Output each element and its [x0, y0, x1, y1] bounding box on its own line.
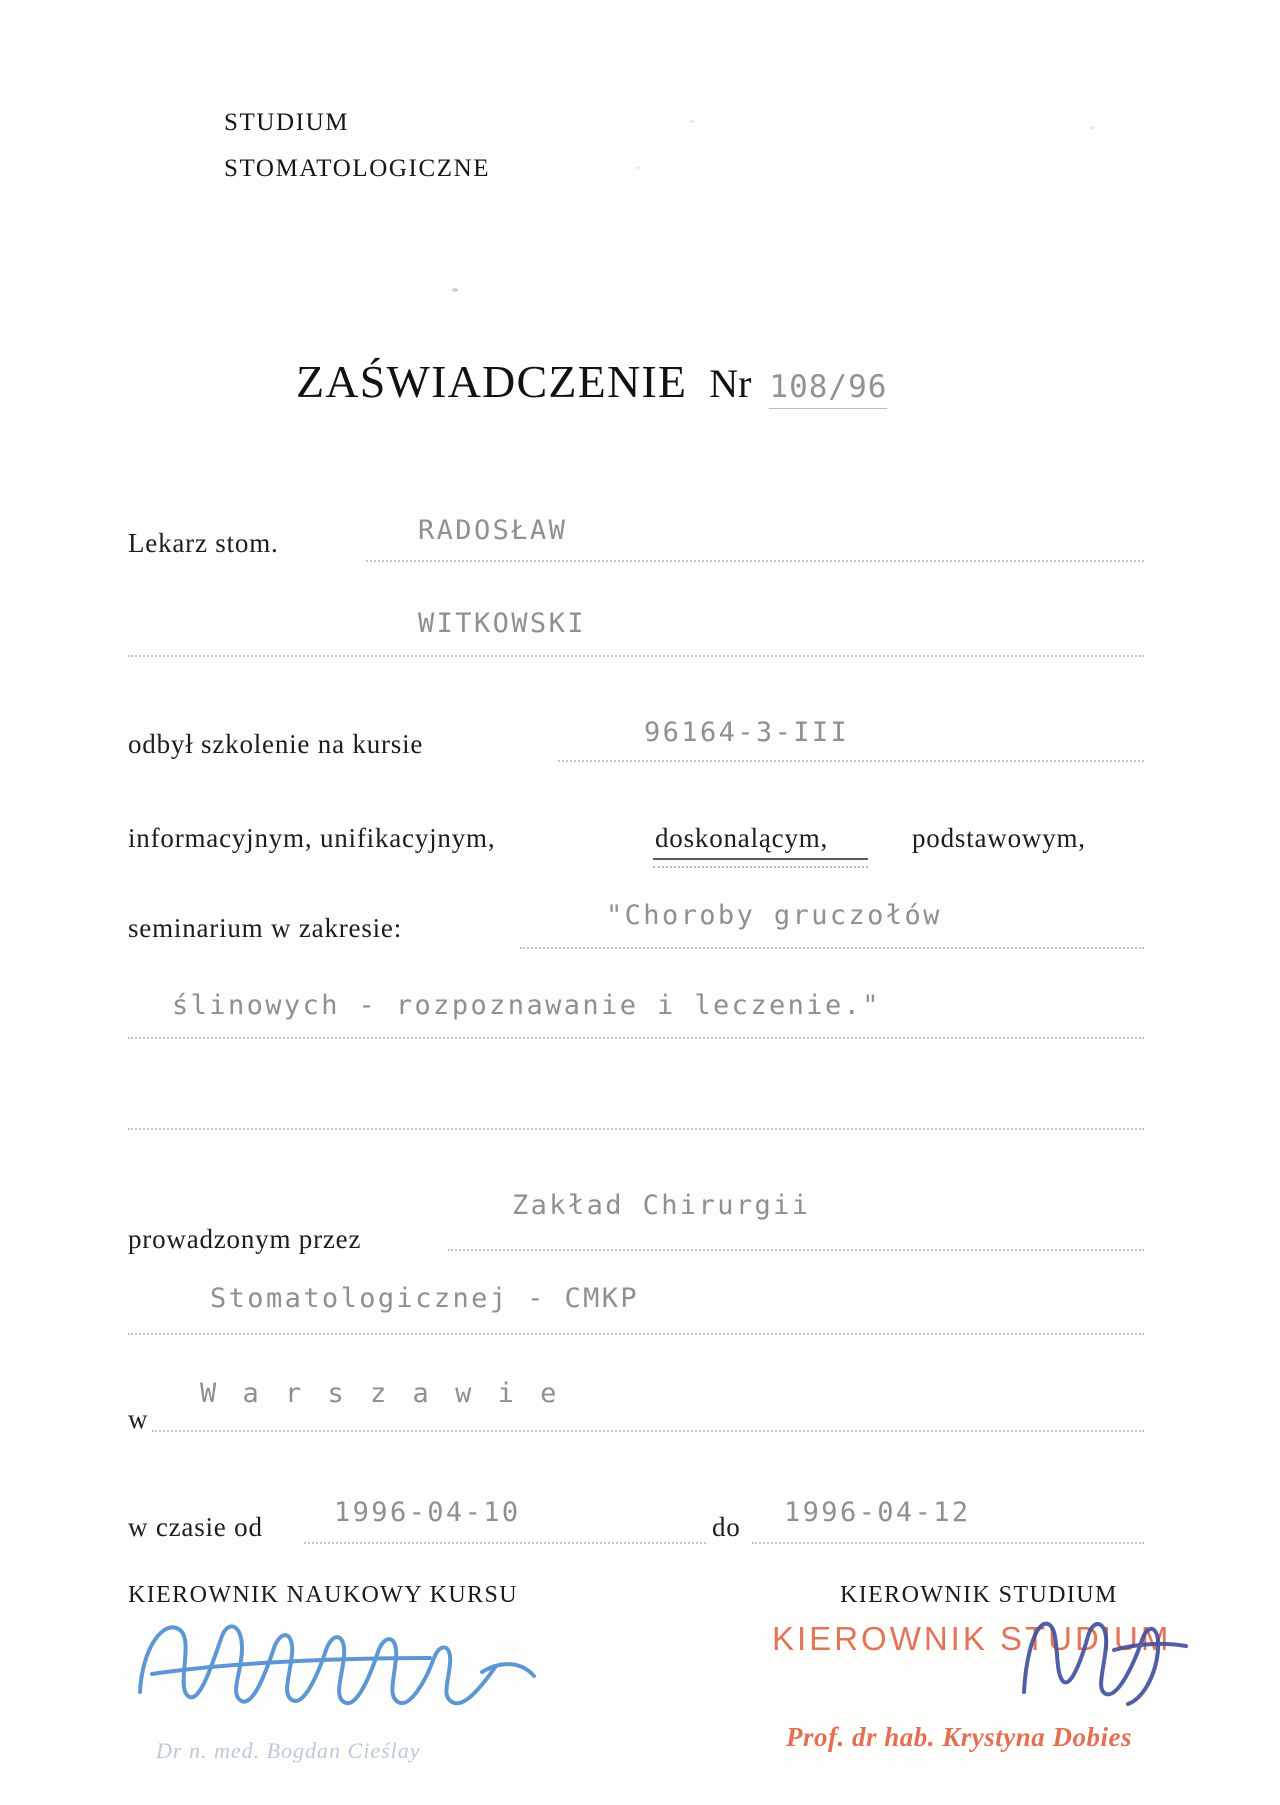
seminar-title-line-1: "Choroby gruczołów: [606, 900, 942, 931]
doctor-first-name: RADOSŁAW: [418, 515, 568, 546]
institution-line-2: STOMATOLOGICZNE: [224, 155, 491, 182]
course-types-prefix: informacyjnym, unifikacyjnym,: [128, 823, 496, 853]
noise-speck: [636, 166, 640, 169]
course-types-rule: [653, 866, 868, 868]
course-code-rule: [558, 760, 1144, 762]
seminar-rule-3: [128, 1128, 1144, 1130]
director-stamp-name: Prof. dr hab. Krystyna Dobies: [786, 1722, 1133, 1752]
city-label: w: [128, 1404, 149, 1434]
certificate-title-row: [296, 355, 887, 409]
left-signature-mark: [130, 1600, 550, 1730]
period-from-value: 1996-04-10: [334, 1497, 521, 1528]
period-from-label: w czasie od: [128, 1512, 263, 1542]
conducted-by-line-2: Stomatologicznej - CMKP: [210, 1283, 640, 1314]
right-signature-mark: [1010, 1598, 1200, 1708]
seminar-title-line-2: ślinowych - rozpoznawanie i leczenie.": [172, 990, 881, 1021]
seminar-rule-2: [128, 1037, 1144, 1039]
doctor-name-rule-1: [366, 560, 1144, 562]
noise-speck: [1090, 126, 1095, 129]
seminar-label: seminarium w zakresie:: [128, 913, 403, 943]
city-rule: [152, 1430, 1144, 1432]
conducted-by-rule-2: [128, 1333, 1144, 1335]
institution-line-1: STUDIUM: [224, 109, 350, 136]
director-stamp-text: KIEROWNIK STUDIUM: [772, 1620, 1172, 1657]
left-signature-label: KIEROWNIK NAUKOWY KURSU: [128, 1582, 518, 1608]
conducted-by-label: prowadzonym przez: [128, 1224, 362, 1254]
course-types-suffix: podstawowym,: [912, 823, 1086, 853]
conducted-by-line-1: Zakład Chirurgii: [512, 1190, 811, 1221]
noise-speck: [452, 288, 458, 292]
course-label: odbył szkolenie na kursie: [128, 729, 424, 759]
period-from-rule: [304, 1542, 706, 1544]
institution-header: [224, 100, 490, 192]
certificate-nr-label: Nr: [709, 361, 752, 406]
course-type-highlighted: doskonalącym,: [655, 823, 829, 853]
conducted-by-rule-1: [448, 1249, 1144, 1251]
period-to-rule: [752, 1542, 1144, 1544]
page-title: ZAŚWIADCZENIE: [296, 356, 688, 407]
certificate-nr-value: 108/96: [769, 369, 887, 409]
left-signature-caption: Dr n. med. Bogdan Cieślay: [156, 1738, 421, 1763]
right-signature-label: KIEROWNIK STUDIUM: [840, 1582, 1118, 1608]
course-code: 96164-3-III: [644, 717, 850, 748]
course-type-underline: [653, 858, 868, 860]
city-value: W a r s z a w i e: [200, 1378, 562, 1409]
doctor-last-name: WITKOWSKI: [418, 608, 586, 639]
noise-speck: [690, 120, 694, 123]
period-to-label: do: [712, 1512, 741, 1542]
period-to-value: 1996-04-12: [784, 1497, 971, 1528]
seminar-rule-1: [520, 947, 1144, 949]
doctor-name-rule-2: [128, 655, 1144, 657]
doctor-label: Lekarz stom.: [128, 528, 279, 558]
